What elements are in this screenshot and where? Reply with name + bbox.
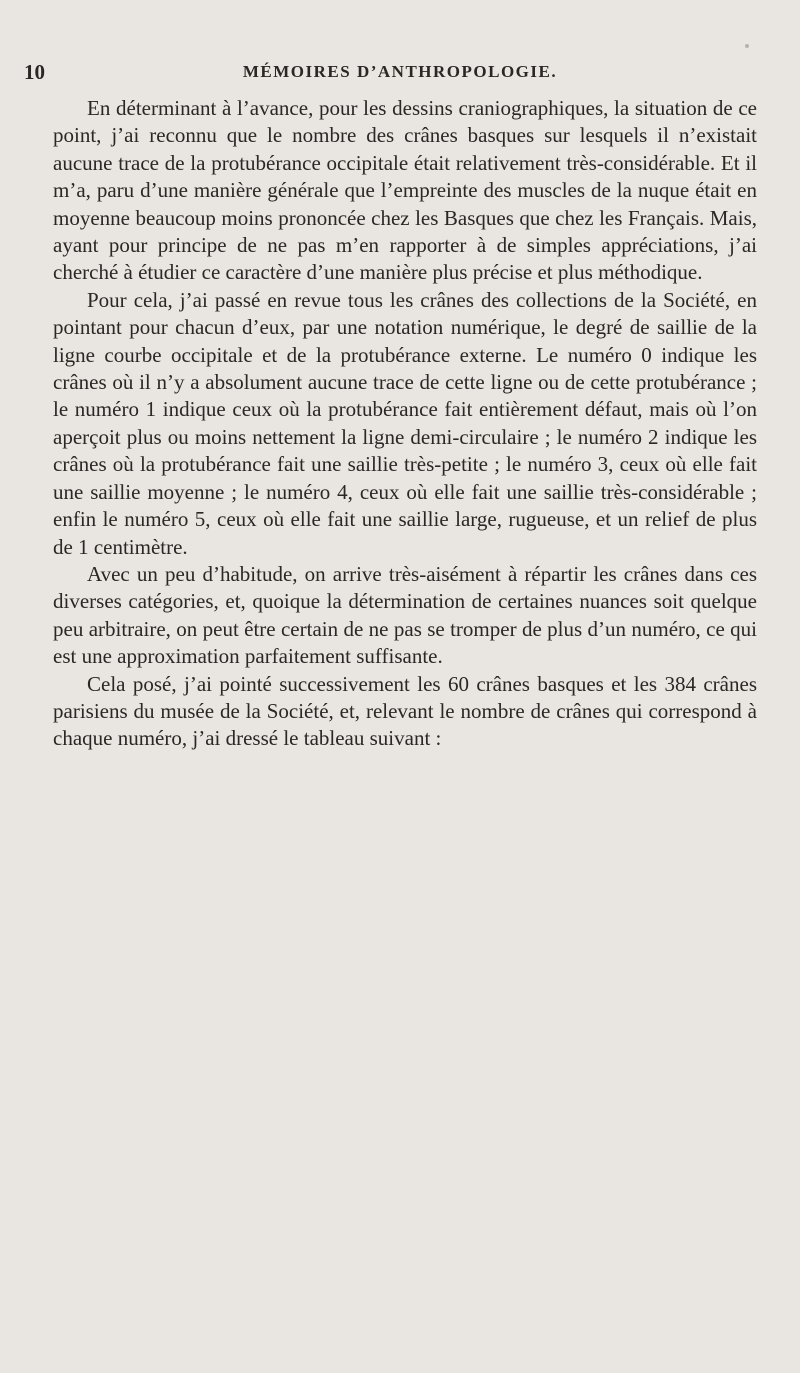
page-number: 10 — [24, 60, 45, 84]
paragraph-4: Cela posé, j’ai pointé successivement les 60 crânes basques et les 384 crânes parisiens du musée de la Société, et, relevant le nombre de crânes qui correspond à chaque numéro, j’ai dressé le tableau suivant : — [53, 671, 757, 751]
page-header — [24, 60, 776, 90]
paragraph-1: En déterminant à l’avance, pour les dessins craniographiques, la situation de ce point, j’ai reconnu que le nombre des crânes basques sur lesquels il n’existait aucune trace de la protubérance occipitale était relativement très-considérable. Et il m’a, paru d’une manière générale que l’empreinte des muscles de la nuque était en moyenne beaucoup moins prononcée chez les Basques que chez les Français. Mais, ayant pour principe de ne pas m’en rapporter à de simples appréciations, j’ai cherché à étudier ce caractère d’une manière plus précise et plus méthodique. — [53, 96, 757, 285]
print-speck — [745, 44, 749, 48]
running-title: MÉMOIRES D’ANTHROPOLOGIE. — [242, 62, 558, 81]
paragraph-3: Avec un peu d’habitude, on arrive très-aisément à répartir les crânes dans ces diverses catégories, et, quoique la détermination de certaines nuances soit quelque peu arbitraire, on peut être certain de ne pas se tromper de plus d’un numéro, ce qui est une approximation parfaitement suffisante. — [53, 561, 757, 669]
paragraph-2: Pour cela, j’ai passé en revue tous les crânes des collections de la Société, en pointant pour chacun d’eux, par une notation numérique, le degré de saillie de la ligne courbe occipitale et de la protubérance externe. Le numéro 0 indique les crânes où il n’y a absolument aucune trace de cette ligne ou de cette protubérance ; le numéro 1 indique ceux où la protubérance fait entièrement défaut, mais où l’on aperçoit plus ou moins nettement la ligne demi-circulaire ; le numéro 2 indique les crânes où la protubérance fait une saillie très-petite ; le numéro 3, ceux où elle fait une saillie moyenne ; le numéro 4, ceux où elle fait une saillie très-considérable ; enfin le numéro 5, ceux où elle fait une saillie large, rugueuse, et un relief de plus de 1 centimètre. — [53, 287, 757, 559]
body-text — [53, 95, 757, 753]
